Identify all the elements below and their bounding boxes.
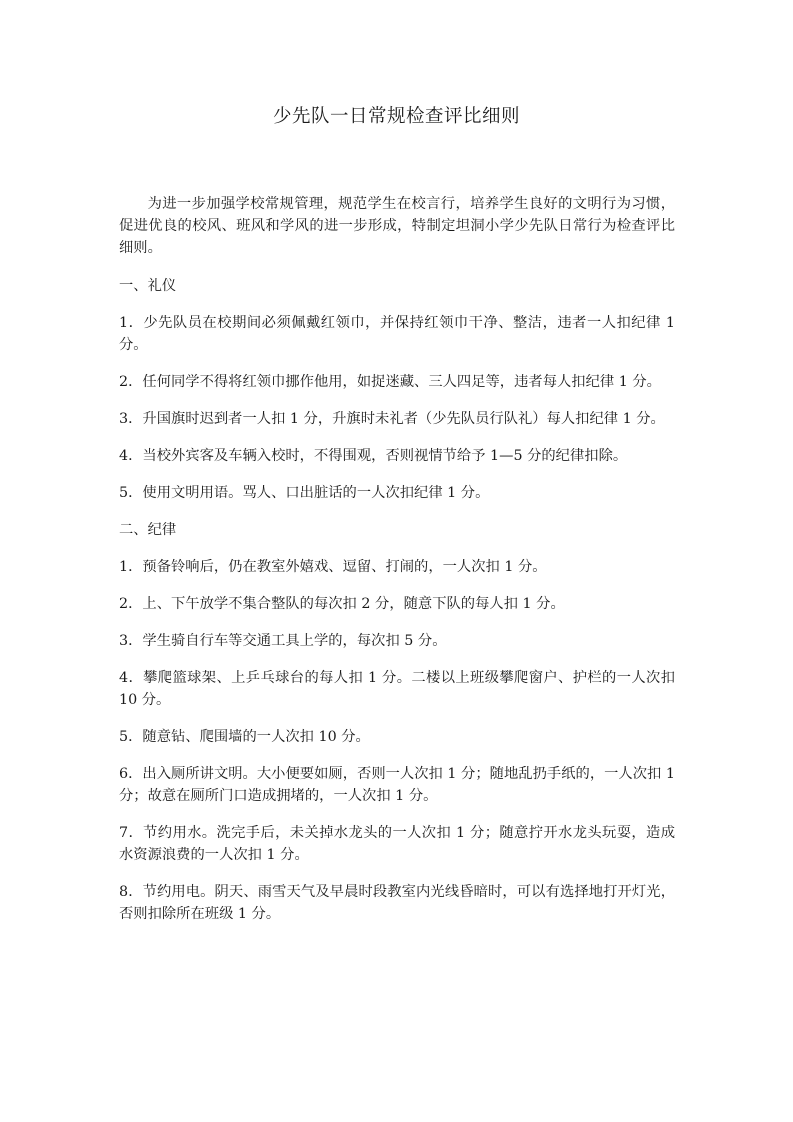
document-title: 少先队一日常规检查评比细则 (272, 106, 520, 127)
list-item: 7．节约用水。洗完手后，未关掉水龙头的一人次扣 1 分；随意拧开水龙头玩耍，造成水资源浪费的一人次扣 1 分。 (119, 825, 675, 863)
intro-paragraph: 为进一步加强学校常规管理，规范学生在校言行，培养学生良好的文明行为习惯，促进优良的校风、班风和学风的进一步形成，特制定坦洞小学少先队日常行为检查评比细则。 (119, 196, 675, 256)
section-heading-discipline: 二、纪律 (119, 522, 177, 538)
list-item: 8．节约用电。阴天、雨雪天气及早晨时段教室内光线昏暗时，可以有选择地打开灯光，否则扣除所在班级 1 分。 (119, 884, 675, 922)
list-item: 4．攀爬篮球架、上乒乓球台的每人扣 1 分。二楼以上班级攀爬窗户、护栏的一人次扣 10 分。 (119, 670, 675, 708)
list-item: 2．任何同学不得将红领巾挪作他用，如捉迷藏、三人四足等，违者每人扣纪律 1 分。 (119, 374, 661, 390)
section-heading-etiquette: 一、礼仪 (119, 278, 177, 294)
list-item: 1．预备铃响后，仍在教室外嬉戏、逗留、打闹的，一人次扣 1 分。 (119, 559, 547, 575)
list-item: 3．学生骑自行车等交通工具上学的，每次扣 5 分。 (119, 633, 447, 649)
list-item: 6．出入厕所讲文明。大小便要如厕，否则一人次扣 1 分；随地乱扔手纸的，一人次扣 1 分；故意在厕所门口造成拥堵的，一人次扣 1 分。 (119, 766, 675, 804)
list-item: 1．少先队员在校期间必须佩戴红领巾，并保持红领巾干净、整洁，违者一人扣纪律 1 分。 (119, 315, 675, 353)
list-item: 4．当校外宾客及车辆入校时，不得围观，否则视情节给予 1—5 分的纪律扣除。 (119, 448, 628, 464)
list-item: 5．随意钻、爬围墙的一人次扣 10 分。 (119, 729, 370, 745)
list-item: 2．上、下午放学不集合整队的每次扣 2 分，随意下队的每人扣 1 分。 (119, 596, 565, 612)
list-item: 5．使用文明用语。骂人、口出脏话的一人次扣纪律 1 分。 (119, 485, 490, 501)
list-item: 3．升国旗时迟到者一人扣 1 分，升旗时未礼者（少先队员行队礼）每人扣纪律 1 分。 (119, 411, 665, 427)
document-body (119, 193, 675, 940)
